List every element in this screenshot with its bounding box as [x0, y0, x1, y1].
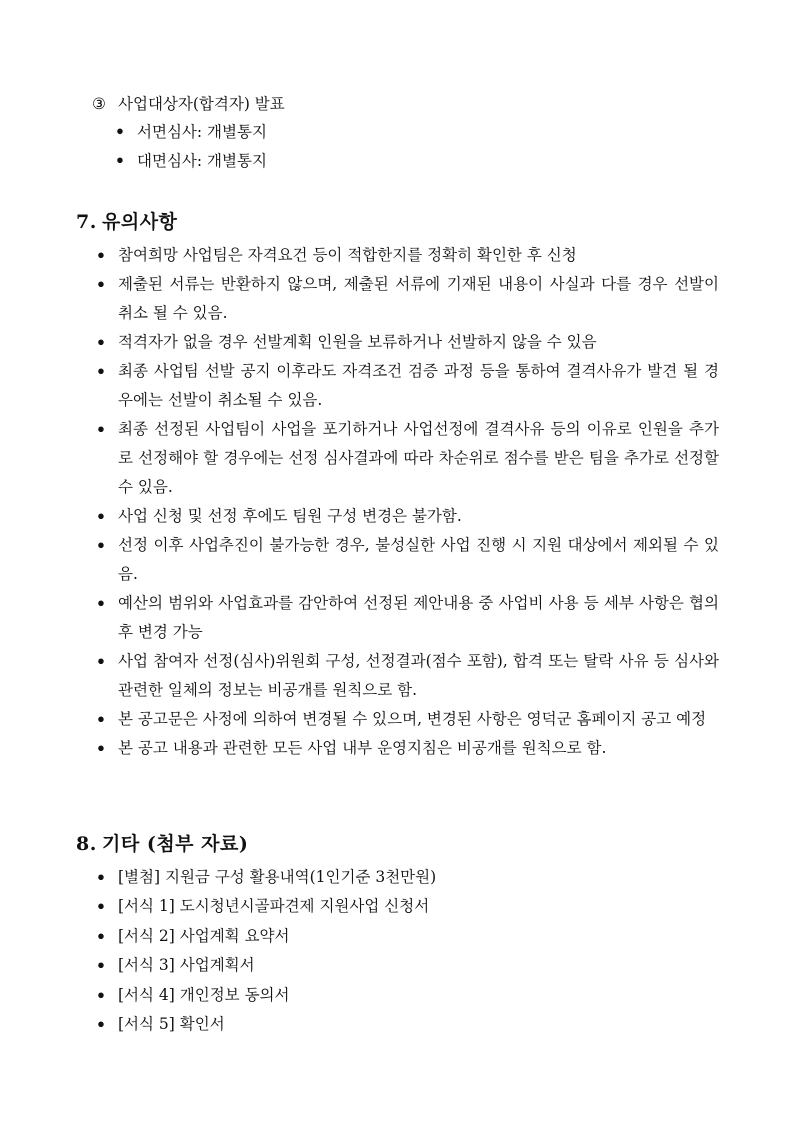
- bullet-icon: •: [96, 594, 106, 613]
- bullet-icon: •: [96, 333, 106, 352]
- bullet-icon: •: [96, 1015, 106, 1035]
- bullet-icon: •: [96, 739, 106, 758]
- bullet-icon: •: [96, 652, 106, 671]
- list-item-text: 참여희망 사업팀은 자격요건 등이 적합한지를 정확히 확인한 후 신청: [118, 246, 577, 264]
- list-item-text: 적격자가 없을 경우 선발계획 인원을 보류하거나 선발하지 않을 수 있음: [118, 333, 597, 351]
- list-item-text: 선정 이후 사업추진이 불가능한 경우, 불성실한 사업 진행 시 지원 대상에서 제외될 수 있음.: [118, 536, 719, 583]
- list-item: [113, 120, 267, 149]
- list-item: [94, 734, 719, 763]
- list-item: [94, 502, 719, 531]
- list-item-text: [서식 2] 사업계획 요약서: [118, 926, 290, 945]
- list-item: [94, 328, 719, 357]
- bullet-icon: •: [96, 926, 106, 946]
- result-announcement-title: 사업대상자(합격자) 발표: [118, 95, 285, 113]
- section-number: 7.: [76, 211, 97, 233]
- bullet-icon: •: [96, 420, 106, 439]
- section-7-heading: [76, 209, 177, 235]
- bullet-icon: •: [96, 985, 106, 1005]
- bullet-icon: •: [96, 275, 106, 294]
- bullet-icon: •: [96, 710, 106, 729]
- list-item-text: 본 공고문은 사정에 의하여 변경될 수 있으며, 변경된 사항은 영덕군 홈페이지 공고 예정: [118, 710, 707, 728]
- bullet-icon: •: [115, 122, 125, 141]
- list-item-text: 대면심사: 개별통지: [137, 152, 267, 170]
- list-item: [94, 531, 719, 589]
- list-item-text: [별첨] 지원금 구성 활용내역(1인기준 3천만원): [118, 868, 437, 886]
- list-item: [94, 647, 719, 705]
- bullet-icon: •: [96, 507, 106, 526]
- circled-number: ③: [92, 95, 106, 113]
- list-item-text: 최종 사업팀 선발 공지 이후라도 자격조건 검증 과정 등을 통하여 결격사유가 발견 될 경우에는 선발이 취소될 수 있음.: [118, 362, 719, 409]
- result-announcement-list: [113, 120, 267, 178]
- list-item-text: 사업 신청 및 선정 후에도 팀원 구성 변경은 불가함.: [118, 507, 462, 525]
- section-7-list: [94, 241, 719, 763]
- section-title: 유의사항: [102, 211, 178, 233]
- list-item: [94, 981, 719, 1010]
- list-item-text: 본 공고 내용과 관련한 모든 사업 내부 운영지침은 비공개를 원칙으로 함.: [118, 739, 607, 757]
- list-item: [94, 705, 719, 734]
- list-item: [94, 892, 719, 921]
- list-item-text: 사업 참여자 선정(심사)위원회 구성, 선정결과(점수 포함), 합격 또는 탈락 사유 등 심사와 관련한 일체의 정보는 비공개를 원칙으로 함.: [118, 652, 719, 699]
- section-8-heading: [76, 831, 248, 857]
- list-item: [94, 951, 719, 980]
- bullet-icon: •: [96, 868, 106, 887]
- bullet-icon: •: [96, 897, 106, 917]
- list-item: [94, 922, 719, 951]
- bullet-icon: •: [96, 246, 106, 265]
- list-item: [94, 357, 719, 415]
- list-item-text: 예산의 범위와 사업효과를 감안하여 선정된 제안내용 중 사업비 사용 등 세부 사항은 협의 후 변경 가능: [118, 594, 719, 641]
- bullet-icon: •: [115, 151, 125, 170]
- list-item: [113, 149, 267, 178]
- list-item-text: 최종 선정된 사업팀이 사업을 포기하거나 사업선정에 결격사유 등의 이유로 인원을 추가로 선정해야 할 경우에는 선정 심사결과에 따라 차순위로 점수를 받은 팀을 추가로 선정할 수 있음.: [118, 420, 719, 496]
- section-8-list: [94, 863, 719, 1039]
- list-item: [94, 1010, 719, 1039]
- list-item: [94, 241, 719, 270]
- list-item: [94, 270, 719, 328]
- list-item-text: [서식 3] 사업계획서: [118, 956, 255, 975]
- bullet-icon: •: [96, 362, 106, 381]
- list-item: [94, 863, 719, 892]
- list-item-text: 서면심사: 개별통지: [137, 123, 267, 141]
- list-item-text: 제출된 서류는 반환하지 않으며, 제출된 서류에 기재된 내용이 사실과 다를 경우 선발이 취소 될 수 있음.: [118, 275, 719, 322]
- section-number: 8.: [76, 833, 97, 855]
- bullet-icon: •: [96, 956, 106, 976]
- list-item-text: [서식 5] 확인서: [118, 1015, 225, 1034]
- section-title: 기타 (첨부 자료): [102, 833, 249, 855]
- list-item-text: [서식 1] 도시청년시골파견제 지원사업 신청서: [118, 897, 430, 916]
- list-item: [94, 589, 719, 647]
- result-announcement-heading: [92, 92, 285, 116]
- bullet-icon: •: [96, 536, 106, 555]
- list-item-text: [서식 4] 개인정보 동의서: [118, 985, 290, 1004]
- list-item: [94, 415, 719, 502]
